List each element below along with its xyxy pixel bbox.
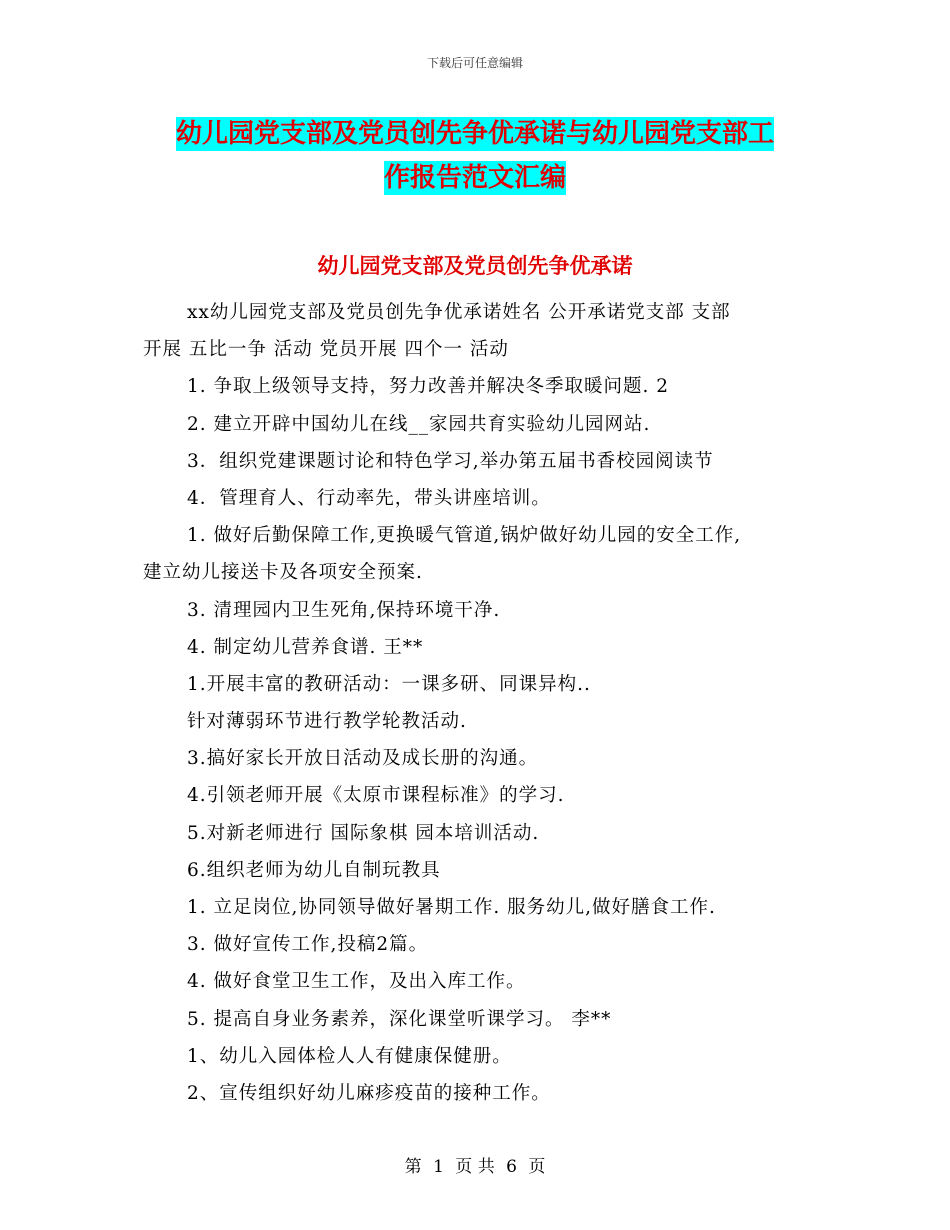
footer-prefix: 第 — [404, 1157, 422, 1177]
body-line: 1、幼儿入园体检人人有健康保健册。 — [187, 1045, 512, 1067]
body-line: 4．管理育人、行动率先，带头讲座培训。 — [187, 487, 551, 509]
document-title-line-2 — [0, 157, 950, 194]
body-line: 5. 提高自身业务素养，深化课堂听课学习。 李** — [187, 1008, 612, 1030]
body-line: 1. 争取上级领导支持，努力改善并解决冬季取暖问题. 2 — [187, 376, 670, 398]
body-line: 4. 做好食堂卫生工作，及出入库工作。 — [187, 971, 526, 993]
body-line: 2、宣传组织好幼儿麻疹疫苗的接种工作。 — [187, 1082, 551, 1104]
body-line: 4. 制定幼儿营养食谱. 王** — [187, 636, 424, 658]
body-line: 3. 清理园内卫生死角,保持环境干净. — [187, 599, 501, 621]
body-line: 1. 做好后勤保障工作,更换暖气管道,锅炉做好幼儿园的安全工作, — [187, 525, 742, 547]
body-line: 3．组织党建课题讨论和特色学习,举办第五届书香校园阅读节 — [187, 450, 714, 472]
footer-page-number: 1 — [433, 1157, 444, 1177]
body-line: 6.组织老师为幼儿自制玩教具 — [187, 859, 441, 881]
footer-total-pages: 6 — [506, 1157, 517, 1177]
body-line: 3. 做好宣传工作,投稿2篇。 — [187, 934, 429, 956]
footer-mid: 页 共 — [455, 1157, 495, 1177]
header-note: 下载后可任意编辑 — [426, 56, 523, 70]
body-line: 3.搞好家长开放日活动及成长册的沟通。 — [187, 748, 539, 770]
page-footer — [0, 1152, 950, 1177]
document-title-line-2-text: 作报告范文汇编 — [383, 163, 566, 193]
document-body — [143, 294, 823, 1112]
body-line: 2. 建立开辟中国幼儿在线__家园共育实验幼儿园网站. — [187, 413, 651, 435]
body-line: 建立幼儿接送卡及各项安全预案. — [143, 562, 423, 584]
body-line: 4.引领老师开展《太原市课程标准》的学习. — [187, 785, 565, 807]
body-line: 5.对新老师进行 国际象棋 园本培训活动. — [187, 822, 540, 844]
document-title-line-1-text: 幼儿园党支部及党员创先争优承诺与幼儿园党支部工 — [175, 119, 774, 149]
body-line: 针对薄弱环节进行教学轮教活动. — [187, 711, 467, 733]
section-subtitle: 幼儿园党支部及党员创先争优承诺 — [317, 254, 633, 278]
body-line: 1. 立足岗位,协同领导做好暑期工作. 服务幼儿,做好膳食工作. — [187, 897, 716, 918]
body-line: 1.开展丰富的教研活动：一课多研、同课异构.. — [187, 673, 591, 695]
document-title-line-1 — [0, 113, 950, 150]
body-line: 开展 五比一争 活动 党员开展 四个一 活动 — [143, 339, 509, 361]
footer-suffix: 页 — [528, 1157, 546, 1177]
body-line: xx幼儿园党支部及党员创先争优承诺姓名 公开承诺党支部 支部 — [187, 302, 731, 323]
